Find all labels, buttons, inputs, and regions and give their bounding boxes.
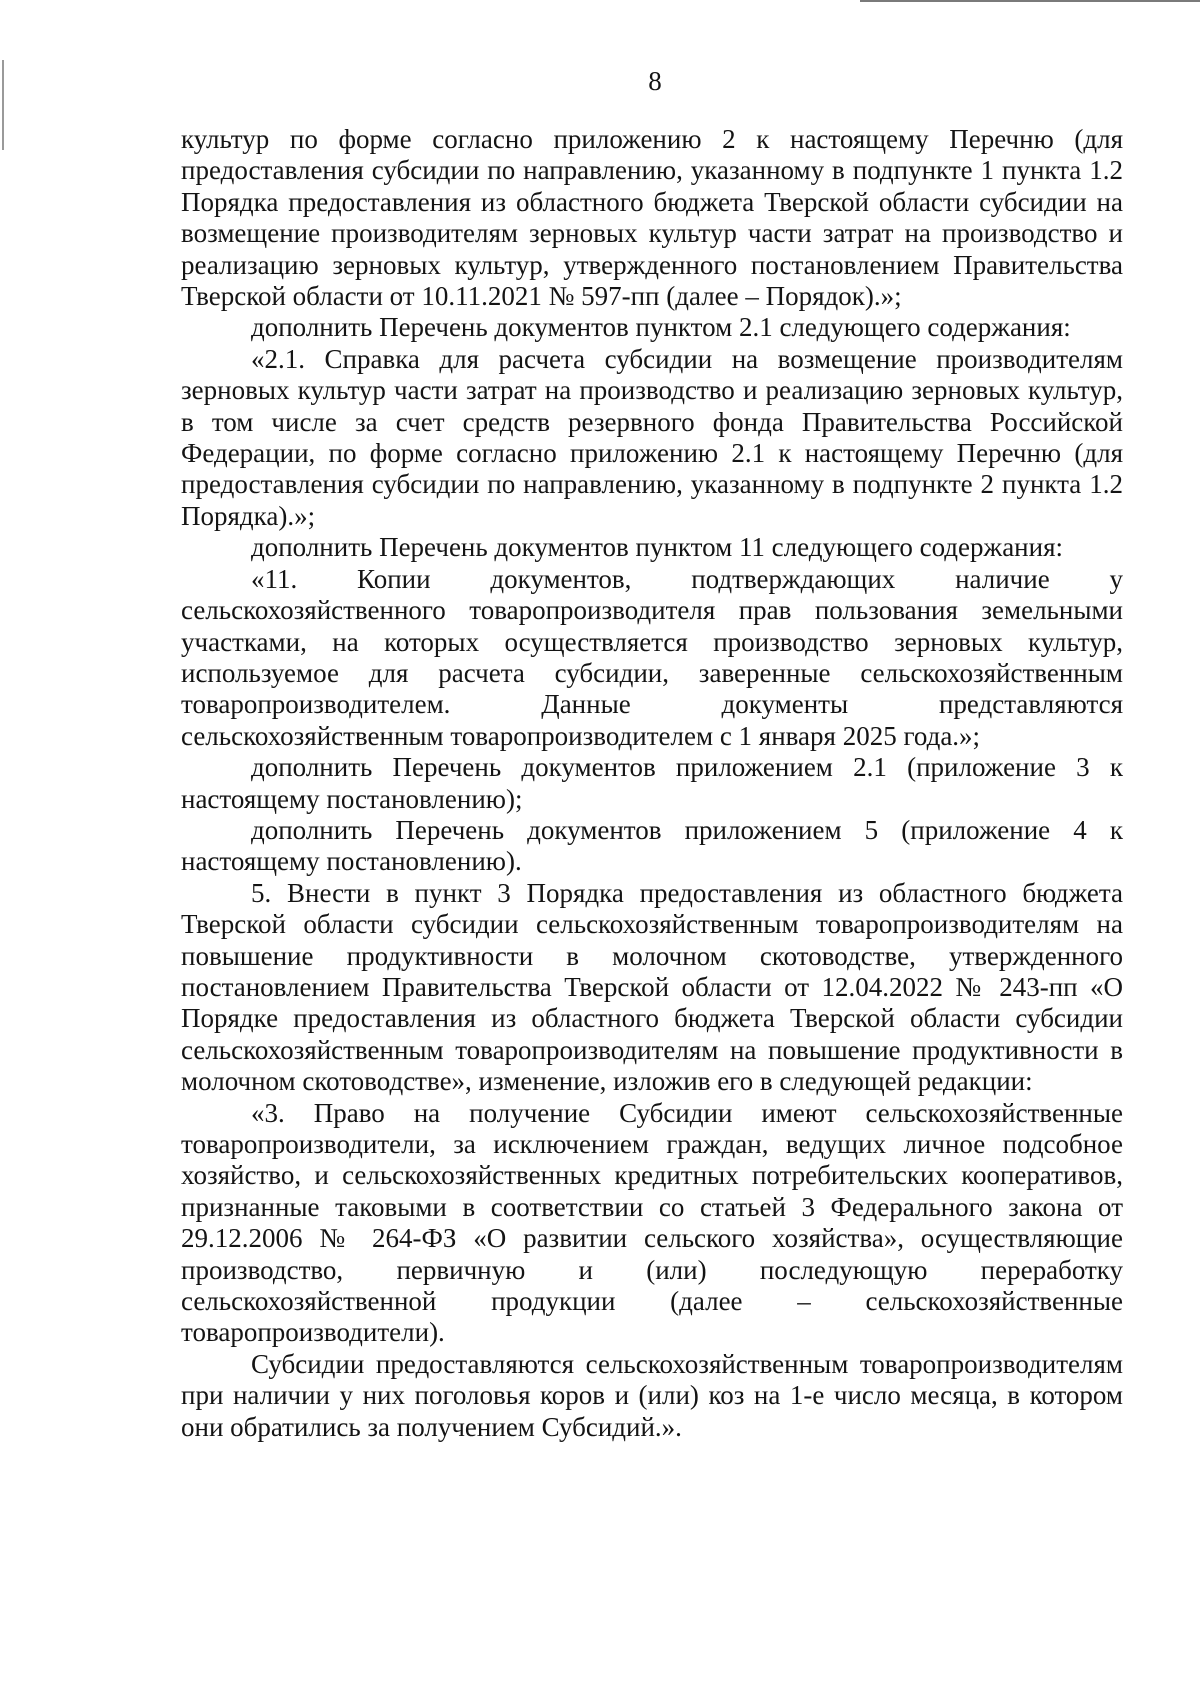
paragraph-subsidy-conditions: Субсидии предоставляются сельскохозяйственным товаропроизводителям при наличии у них поголовья коров и (или) коз на 1-е число месяца, в котором они обратились за получением Субсидий.». [181,1348,1123,1442]
paragraph-amendment-11-intro: дополнить Перечень документов пунктом 11 следующего содержания: [251,532,1063,563]
paragraph-item-2-1: «2.1. Справка для расчета субсидии на возмещение производителям зерновых культур части затрат на производство и реализацию зерновых культур, в том числе за счет средств резервного фонда Правительства Российской Федерации, по форме согласно приложению 2.1 к настоящему Перечню (для предоставления субсидии по направлению, указанному в подпункте 2 пункта 1.2 Порядка).»; [181,343,1123,531]
scan-border-top [860,0,1200,2]
paragraph-appendix-5: дополнить Перечень документов приложением 5 (приложение 4 к настоящему постановлению). [181,814,1123,877]
paragraph-amendment-2-1-intro: дополнить Перечень документов пунктом 2.1 следующего содержания: [251,312,1071,343]
paragraph-continuation: культур по форме согласно приложению 2 к настоящему Перечню (для предоставления субсидии по направлению, указанному в подпункте 1 пункта 1.2 Порядка предоставления из областного бюджета Тверской области субсидии на возмещение производителям зерновых культур части затрат на производство и реализацию зерновых культур, утвержденного постановлением Правительства Тверской области от 10.11.2021 № 597-пп (далее – Порядок).»; [181,124,1123,312]
paragraph-item-3: «3. Право на получение Субсидии имеют сельскохозяйственные товаропроизводители, за исключением граждан, ведущих личное подсобное хозяйство, и сельскохозяйственных кредитных потребительских кооперативов, признанные таковыми в соответствии со статьей 3 Федерального закона от 29.12.2006 № 264-ФЗ «О развитии сельского хозяйства», осуществляющие производство, первичную и (или) последующую переработку сельскохозяйственной продукции (далее – сельскохозяйственные товаропроизводители). [181,1097,1123,1348]
paragraph-item-11: «11. Копии документов, подтверждающих наличие у сельскохозяйственного товаропроизводителя прав пользования земельными участками, на которых осуществляется производство зерновых культур, используемое для расчета субсидии, заверенные сельскохозяйственным товаропроизводителем. Данные документы представляются сельскохозяйственным товаропроизводителем с 1 января 2025 года.»; [181,563,1123,751]
paragraph-appendix-2-1: дополнить Перечень документов приложением 2.1 (приложение 3 к настоящему постановлению); [181,752,1123,814]
page-number: 8 [648,66,662,96]
paragraph-section-5: 5. Внести в пункт 3 Порядка предоставления из областного бюджета Тверской области субсидии сельскохозяйственным товаропроизводителям на повышение продуктивности в молочном скотоводстве, утвержденного постановлением Правительства Тверской области от 12.04.2022 № 243-пп «О Порядке предоставления из областного бюджета Тверской области субсидии сельскохозяйственным товаропроизводителям на повышение продуктивности в молочном скотоводстве», изменение, изложив его в следующей редакции: [181,877,1123,1097]
document-body [181,124,1123,1443]
